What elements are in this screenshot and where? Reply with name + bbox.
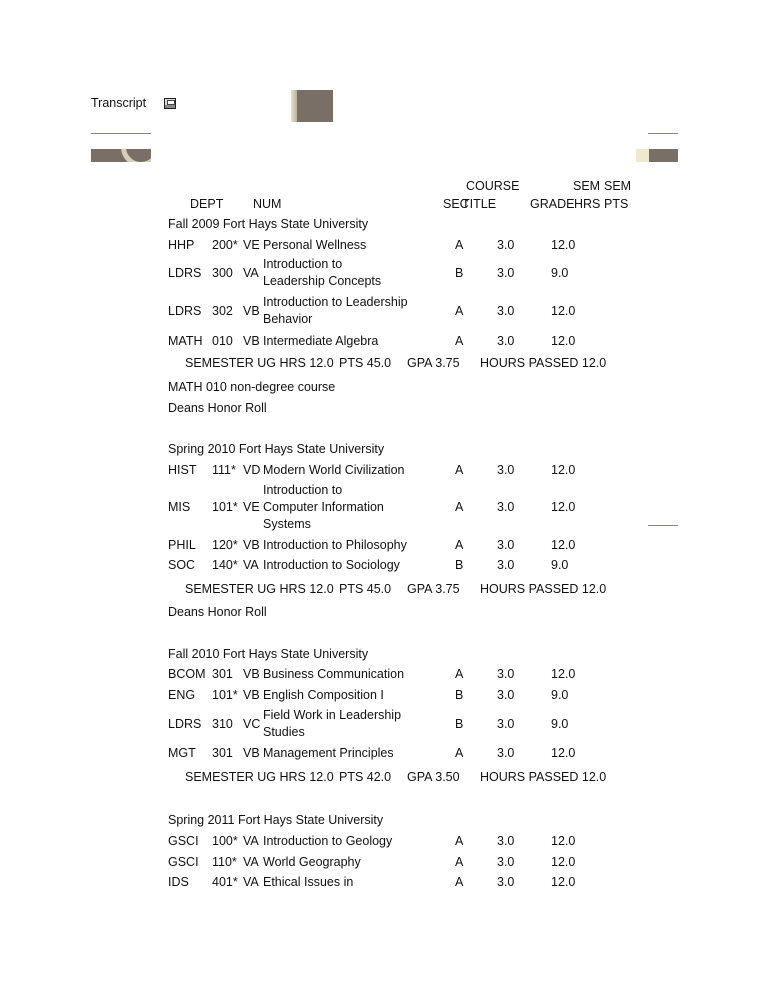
course-dept: HIST <box>168 463 197 477</box>
course-sec: VB <box>243 334 260 348</box>
semester-gpa: GPA 3.50 <box>407 770 460 784</box>
hours-passed: HOURS PASSED 12.0 <box>480 356 607 370</box>
course-title: Intermediate Algebra <box>263 334 379 348</box>
course-pts: 9.0 <box>551 558 569 572</box>
course-sec: VB <box>243 746 260 760</box>
course-sec: VE <box>243 500 260 514</box>
course-dept: ENG <box>168 688 196 702</box>
course-title: Behavior <box>263 312 313 326</box>
course-pts: 12.0 <box>551 334 576 348</box>
course-title: Management Principles <box>263 746 394 760</box>
semester-points: PTS 45.0 <box>339 582 392 596</box>
course-sec: VA <box>243 834 259 848</box>
course-pts: 12.0 <box>551 303 576 318</box>
course-title: Introduction to Leadership <box>263 295 408 309</box>
term-note: Deans Honor Roll <box>168 605 267 619</box>
course-dept: MIS <box>168 500 191 514</box>
course-hrs: 3.0 <box>497 265 515 280</box>
page-title: Transcript <box>91 96 147 110</box>
course-dept: GSCI <box>168 834 199 848</box>
course-num: 010 <box>212 334 233 348</box>
course-hrs: 3.0 <box>497 463 515 477</box>
hours-passed: HOURS PASSED 12.0 <box>480 582 607 596</box>
course-dept: IDS <box>168 875 189 889</box>
course-dept: PHIL <box>168 538 196 552</box>
column-header-pts: PTS <box>604 197 629 211</box>
course-num: 101* <box>212 500 238 514</box>
course-hrs: 3.0 <box>497 667 515 681</box>
semester-gpa: GPA 3.75 <box>407 582 460 596</box>
course-title: Studies <box>263 725 305 739</box>
semester-gpa: GPA 3.75 <box>407 356 460 370</box>
course-title: Leadership Concepts <box>263 274 382 288</box>
decorative-graphic <box>636 149 678 162</box>
course-sec: VA <box>243 265 259 280</box>
course-dept: LDRS <box>168 303 202 318</box>
term-heading: Fall 2010 Fort Hays State University <box>168 647 369 661</box>
course-pts: 12.0 <box>551 875 576 889</box>
decorative-graphic <box>291 90 333 122</box>
divider <box>648 133 678 134</box>
course-num: 110* <box>212 855 237 869</box>
course-title: Introduction to Geology <box>263 834 393 848</box>
course-sec: VB <box>243 688 260 702</box>
course-pts: 12.0 <box>551 667 576 681</box>
course-hrs: 3.0 <box>497 334 515 348</box>
course-grade: B <box>455 265 464 280</box>
course-sec: VD <box>243 463 261 477</box>
course-num: 301 <box>212 746 233 760</box>
term-heading: Spring 2010 Fort Hays State University <box>168 442 385 456</box>
course-num: 101* <box>212 688 238 702</box>
course-pts: 9.0 <box>551 688 569 702</box>
column-header-hrs: HRS <box>574 197 601 211</box>
course-sec: VA <box>243 855 259 869</box>
course-num: 300 <box>212 265 233 280</box>
course-pts: 9.0 <box>551 716 569 731</box>
course-hrs: 3.0 <box>497 834 515 848</box>
course-pts: 12.0 <box>551 855 576 869</box>
course-grade: A <box>455 334 464 348</box>
course-dept: BCOM <box>168 667 206 681</box>
course-title: Introduction to Sociology <box>263 558 400 572</box>
course-grade: B <box>455 688 464 702</box>
column-header-sec: SEC <box>443 197 469 211</box>
column-header-sem: SEM <box>573 179 601 193</box>
course-num: 310 <box>212 716 233 731</box>
course-dept: LDRS <box>168 716 202 731</box>
semester-points: PTS 45.0 <box>339 356 392 370</box>
course-hrs: 3.0 <box>497 746 515 760</box>
course-num: 120* <box>212 538 238 552</box>
course-grade: A <box>455 500 464 514</box>
course-sec: VE <box>243 238 260 252</box>
printer-icon[interactable] <box>164 98 176 109</box>
course-title: English Composition I <box>263 688 384 702</box>
course-sec: VC <box>243 716 261 731</box>
course-title: Introduction to <box>263 257 343 271</box>
course-num: 100* <box>212 834 238 848</box>
course-grade: B <box>455 558 464 572</box>
course-sec: VA <box>243 875 259 889</box>
course-dept: MATH <box>168 334 203 348</box>
course-pts: 12.0 <box>551 746 576 760</box>
course-dept: MGT <box>168 746 196 760</box>
course-dept: SOC <box>168 558 196 572</box>
semester-points: PTS 42.0 <box>339 770 392 784</box>
semester-hours: SEMESTER UG HRS 12.0 <box>185 356 334 370</box>
course-pts: 12.0 <box>551 500 576 514</box>
course-title: Ethical Issues in <box>263 875 354 889</box>
column-header-dept: DEPT <box>190 197 224 211</box>
course-grade: A <box>455 538 464 552</box>
column-header-course: COURSE <box>466 179 520 193</box>
divider <box>648 525 678 526</box>
hours-passed: HOURS PASSED 12.0 <box>480 770 607 784</box>
course-title: Business Communication <box>263 667 405 681</box>
course-grade: A <box>455 855 464 869</box>
course-pts: 12.0 <box>551 238 576 252</box>
course-hrs: 3.0 <box>497 238 515 252</box>
course-num: 401* <box>212 875 238 889</box>
course-hrs: 3.0 <box>497 688 515 702</box>
course-num: 301 <box>212 667 233 681</box>
course-title: Computer Information <box>263 500 384 514</box>
course-hrs: 3.0 <box>497 500 515 514</box>
course-hrs: 3.0 <box>497 855 515 869</box>
course-grade: B <box>455 716 464 731</box>
divider <box>91 133 151 134</box>
course-pts: 12.0 <box>551 463 576 477</box>
course-pts: 12.0 <box>551 834 576 848</box>
course-sec: VA <box>243 558 259 572</box>
column-header-title: TITLE <box>462 197 497 211</box>
course-dept: LDRS <box>168 265 202 280</box>
course-num: 200* <box>212 238 238 252</box>
course-hrs: 3.0 <box>497 538 515 552</box>
course-grade: A <box>455 303 464 318</box>
course-hrs: 3.0 <box>497 875 515 889</box>
course-sec: VB <box>243 303 260 318</box>
term-heading: Fall 2009 Fort Hays State University <box>168 217 369 231</box>
course-title: Personal Wellness <box>263 238 367 252</box>
course-grade: A <box>455 834 464 848</box>
course-title: Systems <box>263 517 311 531</box>
column-header-num: NUM <box>253 197 282 211</box>
course-sec: VB <box>243 538 260 552</box>
course-grade: A <box>455 875 464 889</box>
course-pts: 9.0 <box>551 265 569 280</box>
course-dept: HHP <box>168 238 195 252</box>
course-title: World Geography <box>263 855 361 869</box>
term-note: MATH 010 non-degree course <box>168 380 336 394</box>
course-grade: A <box>455 746 464 760</box>
column-header-grade: GRADE <box>530 197 575 211</box>
term-heading: Spring 2011 Fort Hays State University <box>168 813 384 827</box>
column-header-sem: SEM <box>604 179 632 193</box>
course-num: 111* <box>212 463 236 477</box>
semester-hours: SEMESTER UG HRS 12.0 <box>185 582 334 596</box>
decorative-graphic <box>91 149 151 162</box>
course-hrs: 3.0 <box>497 303 515 318</box>
semester-hours: SEMESTER UG HRS 12.0 <box>185 770 334 784</box>
course-num: 140* <box>212 558 238 572</box>
term-note: Deans Honor Roll <box>168 401 267 415</box>
course-hrs: 3.0 <box>497 558 515 572</box>
course-grade: A <box>455 667 464 681</box>
course-title: Modern World Civilization <box>263 463 405 477</box>
course-title: Field Work in Leadership <box>263 708 402 722</box>
course-grade: A <box>455 463 464 477</box>
course-dept: GSCI <box>168 855 199 869</box>
course-title: Introduction to <box>263 483 343 497</box>
course-num: 302 <box>212 303 233 318</box>
course-sec: VB <box>243 667 260 681</box>
course-pts: 12.0 <box>551 538 576 552</box>
course-grade: A <box>455 238 464 252</box>
course-hrs: 3.0 <box>497 716 515 731</box>
course-title: Introduction to Philosophy <box>263 538 407 552</box>
